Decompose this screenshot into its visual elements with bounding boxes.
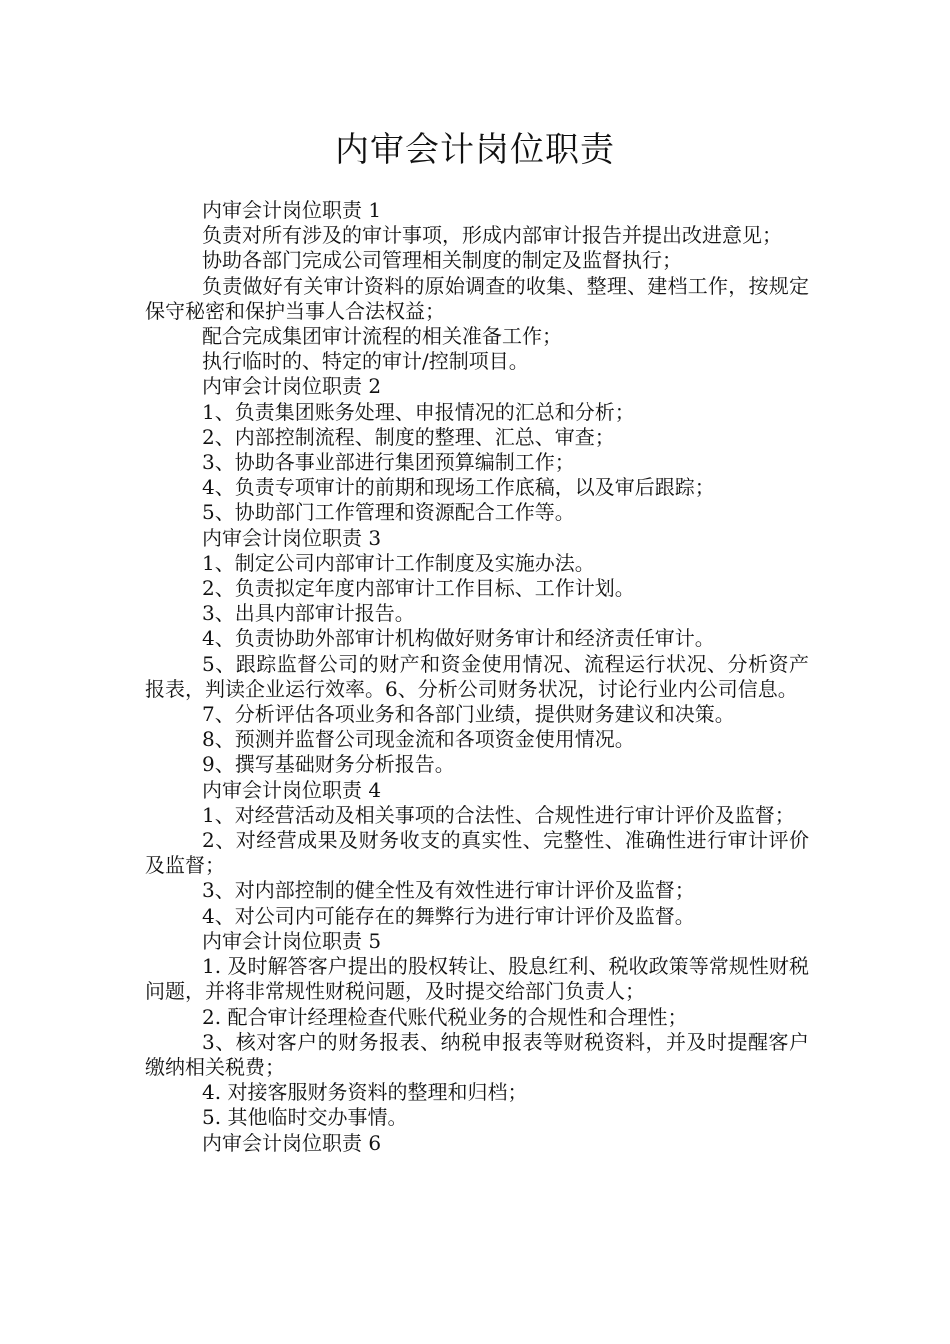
section-heading-3: 内审会计岗位职责 3	[202, 525, 382, 550]
duty-paragraph: 1. 及时解答客户提出的股权转让、股息红利、税收政策等常规性财税问题，并将非常规性财税问题，及时提交给部门负责人；	[145, 954, 809, 1004]
duty-paragraph: 执行临时的、特定的审计/控制项目。	[202, 349, 529, 374]
section-heading-4: 内审会计岗位职责 4	[202, 777, 382, 802]
duty-paragraph: 4、负责协助外部审计机构做好财务审计和经济责任审计。	[202, 626, 715, 651]
duty-paragraph: 7、分析评估各项业务和各部门业绩，提供财务建议和决策。	[202, 702, 735, 727]
duty-paragraph: 2、对经营成果及财务收支的真实性、完整性、准确性进行审计评价及监督；	[145, 828, 809, 878]
duty-paragraph: 负责对所有涉及的审计事项，形成内部审计报告并提出改进意见；	[202, 223, 782, 248]
duty-paragraph: 1、对经营活动及相关事项的合法性、合规性进行审计评价及监督；	[202, 802, 795, 827]
duty-paragraph: 1、负责集团账务处理、申报情况的汇总和分析；	[202, 399, 635, 424]
duty-paragraph: 2、负责拟定年度内部审计工作目标、工作计划。	[202, 576, 635, 601]
duty-paragraph: 4、对公司内可能存在的舞弊行为进行审计评价及监督。	[202, 903, 695, 928]
duty-paragraph: 3、核对客户的财务报表、纳税申报表等财税资料，并及时提醒客户缴纳相关税费；	[145, 1029, 809, 1079]
duty-paragraph: 2. 配合审计经理检查代账代税业务的合规性和合理性；	[202, 1004, 688, 1029]
duty-paragraph: 4. 对接客服财务资料的整理和归档；	[202, 1080, 528, 1105]
duty-paragraph: 5. 其他临时交办事情。	[202, 1105, 408, 1130]
duty-paragraph: 3、出具内部审计报告。	[202, 601, 415, 626]
section-heading-1: 内审会计岗位职责 1	[202, 198, 382, 222]
duty-paragraph: 5、协助部门工作管理和资源配合工作等。	[202, 500, 575, 525]
duty-paragraph: 协助各部门完成公司管理相关制度的制定及监督执行；	[202, 248, 682, 273]
duty-paragraph: 8、预测并监督公司现金流和各项资金使用情况。	[202, 727, 635, 752]
duty-paragraph: 5、跟踪监督公司的财产和资金使用情况、流程运行状况、分析资产报表，判读企业运行效率。6、分析公司财务状况，讨论行业内公司信息。	[145, 651, 809, 701]
document-title: 内审会计岗位职责	[335, 130, 615, 170]
section-heading-2: 内审会计岗位职责 2	[202, 374, 382, 399]
duty-paragraph: 9、撰写基础财务分析报告。	[202, 752, 455, 777]
duty-paragraph: 负责做好有关审计资料的原始调查的收集、整理、建档工作，按规定保守秘密和保护当事人合法权益；	[145, 273, 809, 323]
duty-paragraph: 4、负责专项审计的前期和现场工作底稿，以及审后跟踪；	[202, 475, 715, 500]
duty-paragraph: 3、对内部控制的健全性及有效性进行审计评价及监督；	[202, 878, 695, 903]
section-heading-5: 内审会计岗位职责 5	[202, 928, 382, 953]
document-body	[145, 198, 809, 1156]
duty-paragraph: 配合完成集团审计流程的相关准备工作；	[202, 324, 562, 349]
duty-paragraph: 1、制定公司内部审计工作制度及实施办法。	[202, 550, 595, 575]
section-heading-6: 内审会计岗位职责 6	[202, 1130, 382, 1155]
duty-paragraph: 3、协助各事业部进行集团预算编制工作；	[202, 450, 575, 475]
duty-paragraph: 2、内部控制流程、制度的整理、汇总、审查；	[202, 424, 615, 449]
